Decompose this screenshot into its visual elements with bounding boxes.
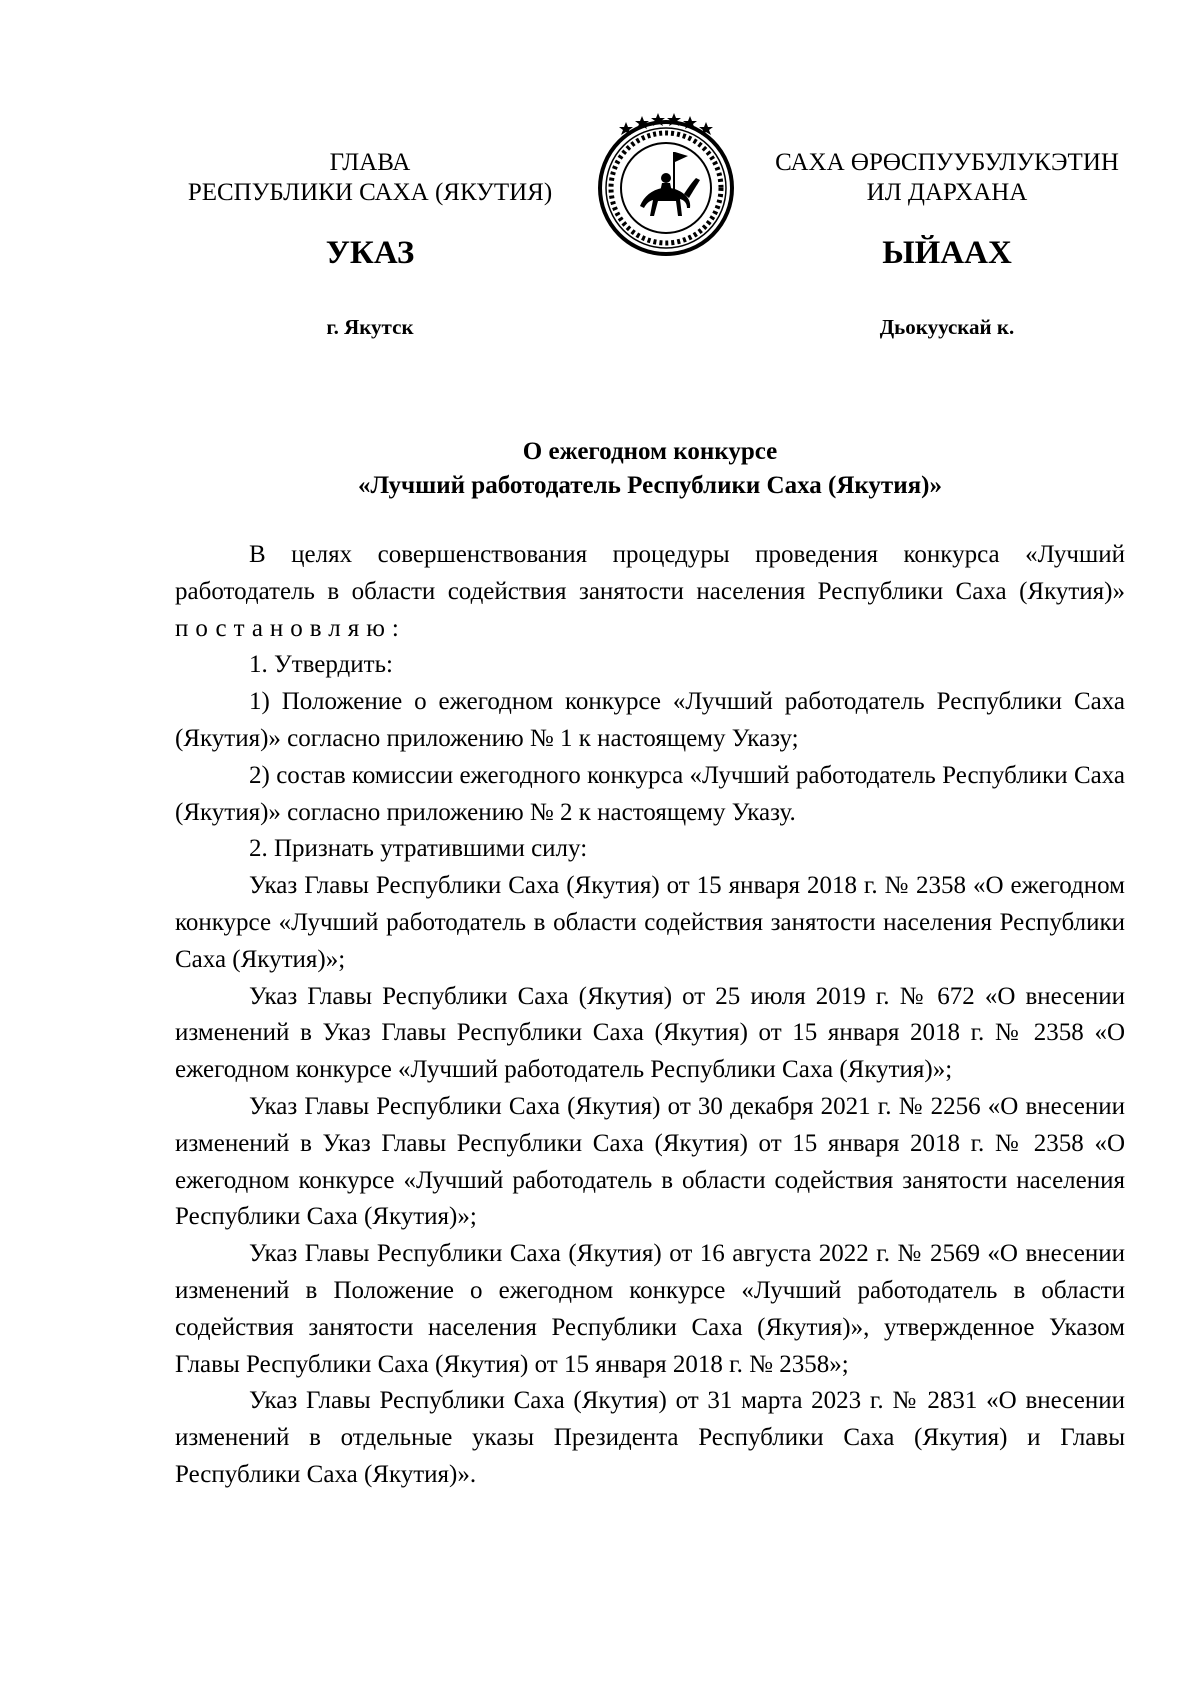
paragraph-item-1: 1. Утвердить: [249, 651, 393, 679]
document-title-line2: «Лучший работодатель Республики Саха (Якутия)» [358, 472, 942, 499]
paragraph-preamble [175, 537, 1125, 647]
ukaz-title-ru: УКАЗ [325, 235, 415, 271]
ukaz-title-sah: ЫЙААХ [882, 235, 1012, 271]
document-title-line1: О ежегодном конкурсе [522, 438, 778, 465]
paragraph-repealed-5: Указ Главы Республики Саха (Якутия) от 31 марта 2023 г. № 2831 «О внесении изменений в отдельные указы Президента Республики Саха (Якутия) и Главы Республики Саха (Якутия)». [175, 1387, 1125, 1488]
paragraph-repealed-1: Указ Главы Республики Саха (Якутия) от 15 января 2018 г. № 2358 «О ежегодном конкурсе «Лучший работодатель в области содействия занятости населения Республики Саха (Якутия)»; [175, 872, 1125, 973]
preamble-decree-word: постановляю: [175, 614, 406, 642]
preamble-text: В целях совершенствования процедуры проведения конкурса «Лучший работодатель в области содействия занятости населения Республики Саха (Якутия)» [175, 541, 1125, 605]
header-right [752, 148, 1142, 208]
paragraph-repealed-3: Указ Главы Республики Саха (Якутия) от 30 декабря 2021 г. № 2256 «О внесении изменений в Указ Главы Республики Саха (Якутия) от 15 января 2018 г. № 2358 «О ежегодном конкурсе «Лучший работодатель в области содействия занятости населения Республики Саха (Якутия)»; [175, 1092, 1125, 1231]
header-left-line1: ГЛАВА [329, 149, 411, 176]
paragraph-repealed-2: Указ Главы Республики Саха (Якутия) от 25 июля 2019 г. № 672 «О внесении изменений в Указ Главы Республики Саха (Якутия) от 15 января 2018 г. № 2358 «О ежегодном конкурсе «Лучший работодатель Республики Саха (Якутия)»; [175, 982, 1125, 1084]
city-sah: Дьокуускай к. [879, 315, 1015, 339]
header-left-line2: РЕСПУБЛИКИ САХА (ЯКУТИЯ) [187, 179, 553, 206]
sakha-coat-of-arms-emblem-icon [592, 108, 740, 258]
paragraph-item-1-1: 1) Положение о ежегодном конкурсе «Лучший работодатель Республики Саха (Якутия)» согласно приложению № 1 к настоящему Указу; [175, 688, 1125, 752]
document-body [175, 537, 1125, 1494]
city-ru: г. Якутск [326, 315, 414, 339]
header-right-line1: САХА ӨРӨСПУУБУЛУКЭТИН [775, 149, 1119, 176]
paragraph-item-2: 2. Признать утратившими силу: [249, 835, 588, 863]
document-title [175, 435, 1125, 503]
paragraph-item-1-2: 2) состав комиссии ежегодного конкурса «Лучший работодатель Республики Саха (Якутия)» согласно приложению № 2 к настоящему Указу. [175, 761, 1125, 826]
header-left [175, 148, 565, 208]
paragraph-repealed-4: Указ Главы Республики Саха (Якутия) от 16 августа 2022 г. № 2569 «О внесении изменений в Положение о ежегодном конкурсе «Лучший работодатель в области содействия занятости населения Республики Саха (Якутия)», утвержденное Указом Главы Республики Саха (Якутия) от 15 января 2018 г. № 2358»; [175, 1240, 1125, 1378]
header-right-line2: ИЛ ДАРХАНА [866, 179, 1028, 206]
